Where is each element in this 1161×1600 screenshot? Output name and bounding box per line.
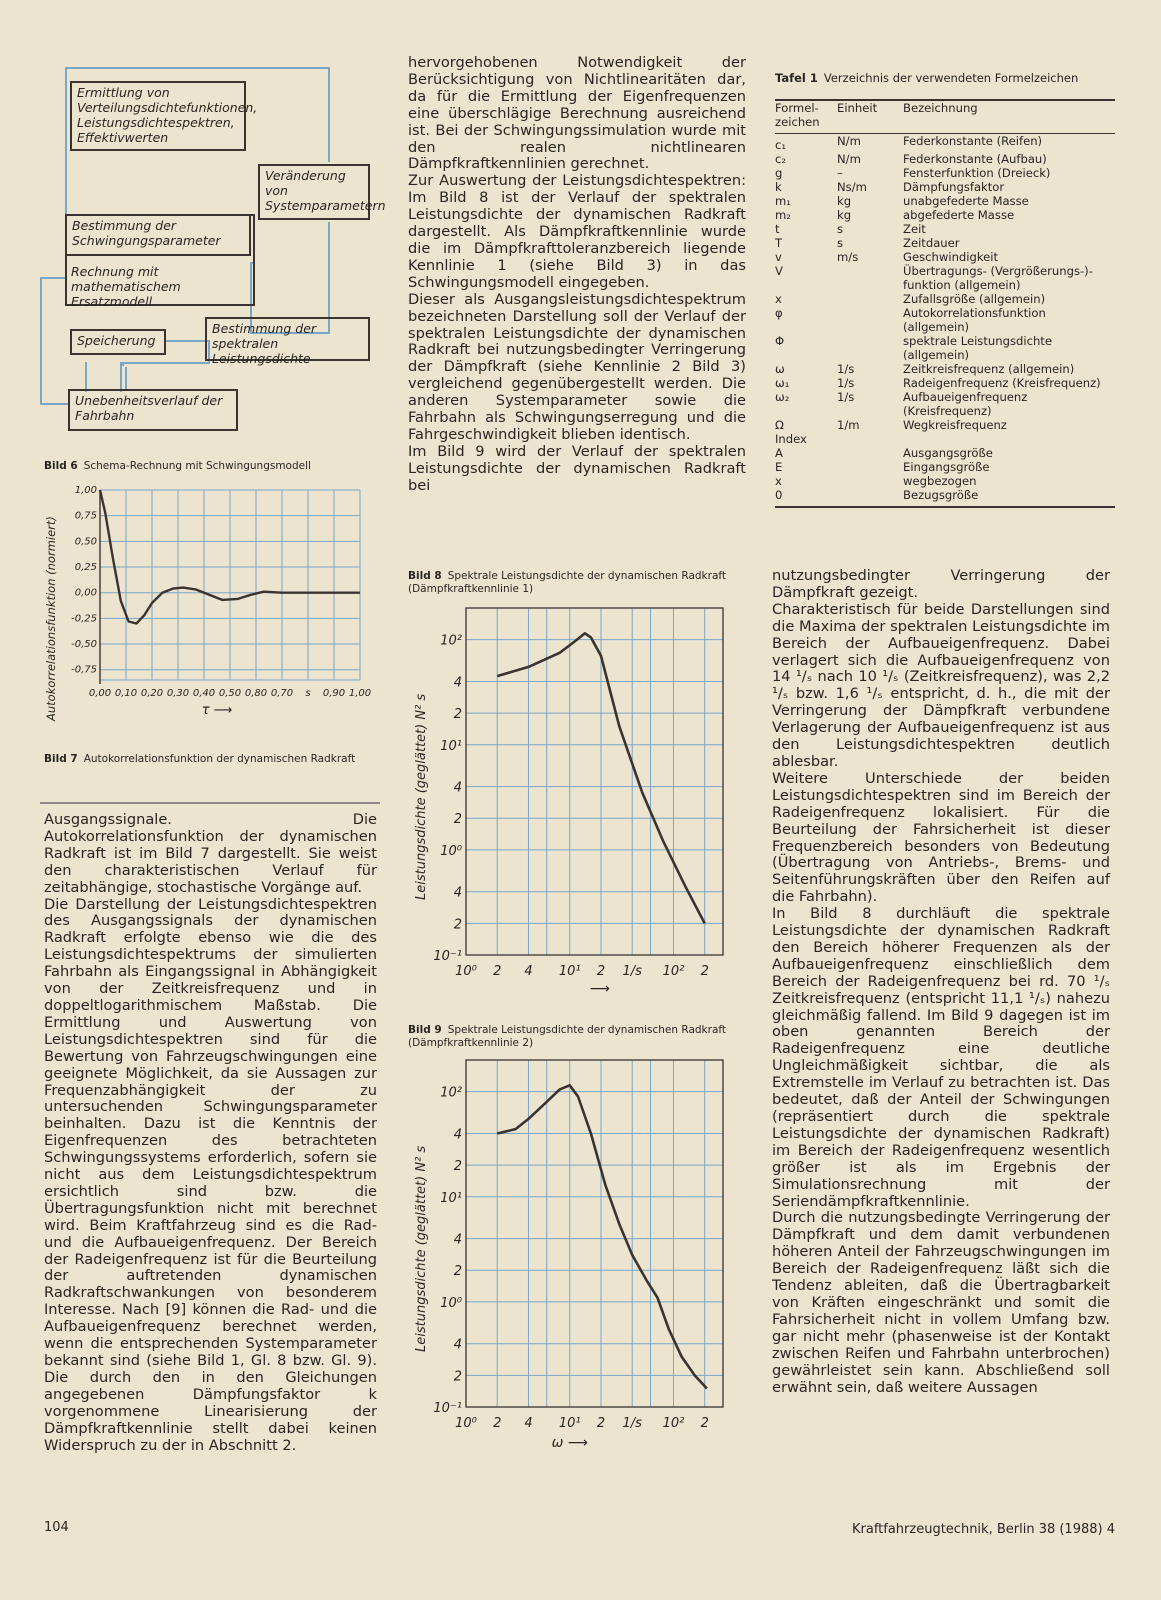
table-cell: ω₁: [775, 376, 790, 390]
x-tick-label: 1,00: [348, 688, 372, 699]
caption-number: Bild 6: [44, 460, 78, 472]
tafel1-title: [775, 72, 1115, 85]
table-cell: N/m: [837, 152, 861, 166]
table-row: [775, 432, 1115, 446]
table-row: [775, 292, 1115, 306]
table-cell: Radeigenfrequenz (Kreisfrequenz): [903, 376, 1101, 390]
table-cell: g: [775, 166, 783, 180]
table-cell: wegbezogen: [903, 474, 977, 488]
table-cell: A: [775, 446, 783, 460]
table-cell: 1/s: [837, 390, 855, 404]
table-cell: Zufallsgröße (allgemein): [903, 292, 1046, 306]
table-cell: Ω: [775, 418, 784, 432]
y-tick-label: 2: [453, 917, 462, 933]
x-tick-label: 2: [493, 1416, 502, 1431]
table-cell: abgefederte Masse: [903, 208, 1015, 222]
x-tick-label: 10¹: [558, 1416, 581, 1431]
bild9-chart: [408, 1052, 748, 1472]
table-row: [775, 488, 1115, 502]
y-tick-label: 4: [453, 1232, 462, 1248]
paragraph: Zur Auswertung der Leistungsdichtespektren: Im Bild 8 ist der Verlauf der spektralen Leistungsdichte der dynamischen Radkraft dargestellt. Als Dämpfkraftkennlinie wurde die im Dämpfkrafttoleranzbereich liegende Kennlinie 1 (siehe Bild 3) in das Schwingungsmodell eingegeben.: [408, 172, 746, 291]
table-row: [775, 194, 1115, 208]
caption-number: Bild 7: [44, 753, 78, 765]
table-row: [775, 180, 1115, 194]
table-cell: 0: [775, 488, 783, 502]
table-cell: Aufbaueigenfrequenz (Kreisfrequenz): [903, 390, 1028, 418]
schema-box-rechnung: [65, 214, 255, 309]
bild9-caption: [408, 1024, 748, 1050]
table-cell: [837, 292, 903, 306]
caption-number: Bild 9: [408, 1024, 442, 1036]
table-cell: Zeitkreisfrequenz (allgemein): [903, 362, 1075, 376]
x-tick-label: 2: [700, 1416, 709, 1431]
bild7-plot: [40, 485, 380, 735]
table-cell: [837, 334, 903, 362]
table-cell: s: [837, 222, 844, 236]
y-tick-label: 10²: [440, 1085, 462, 1101]
table-row: [775, 446, 1115, 460]
table-cell: ω: [775, 362, 785, 376]
table-cell: x: [775, 474, 782, 488]
y-tick-label: 10¹: [440, 738, 462, 754]
table-number: Tafel 1: [775, 71, 818, 85]
flow-line: [85, 362, 87, 392]
schema-box-veraenderung: Veränderung von Systemparametern: [258, 164, 370, 220]
table-cell: Φ: [775, 334, 785, 348]
table-cell: [837, 306, 903, 334]
table-row: [775, 166, 1115, 180]
table-cell: Wegkreisfrequenz: [903, 418, 1007, 432]
y-tick-label: 1,00: [74, 485, 97, 496]
table-cell: Dämpfungsfaktor: [903, 180, 1005, 194]
x-tick-label: 4: [524, 964, 533, 979]
table-row: [775, 460, 1115, 474]
x-tick-label: s: [305, 688, 311, 699]
bild8-chart: [408, 600, 748, 1015]
bild8-plot: [408, 600, 748, 1015]
table-cell: Federkonstante (Reifen): [903, 134, 1043, 148]
table-cell: Eingangsgröße: [903, 460, 990, 474]
table-row: [775, 134, 1115, 153]
bild8-ylabel: Leistungsdichte (geglättet) N² s: [414, 693, 429, 900]
plot-frame: [466, 608, 723, 955]
flow-line: [165, 340, 210, 342]
paragraph: Im Bild 9 wird der Verlauf der spektralen Leistungsdichte der dynamischen Radkraft bei: [408, 442, 746, 494]
table-cell: 1/s: [837, 376, 855, 390]
col2-text: [408, 55, 746, 495]
table-cell: φ: [775, 306, 783, 320]
x-tick-label: 10¹: [558, 964, 581, 979]
x-tick-label: 1/s: [622, 964, 642, 979]
bild9-plot: [408, 1052, 748, 1472]
x-axis-label: ω ⟶: [551, 1435, 588, 1451]
y-tick-label: 0,50: [74, 536, 97, 548]
paragraph: Dieser als Ausgangsleistungsdichtespektrum bezeichneten Darstellung soll der Verlauf der spektralen Leistungsdichte der dynamischen Radkraft bei nutzungsbedingter Verringerung der Dämpfkraft (siehe Kennlinie 2 Bild 3) vergleichend gegenübergestellt werden. Die anderen Systemparameter sowie die Fahrbahn als Schwingungserregung und die Fahrgeschwindigkeit blieben identisch.: [408, 290, 746, 443]
table-row: [775, 236, 1115, 250]
y-tick-label: 2: [453, 1369, 462, 1385]
flow-line: [122, 362, 124, 366]
x-tick-label: 2: [493, 964, 502, 979]
table-cell: [837, 264, 903, 292]
table-cell: unabgefederte Masse: [903, 194, 1029, 208]
schema-box-bestimmung: Bestimmung der Schwingungsparameter: [65, 214, 251, 256]
bild8-caption: [408, 570, 748, 596]
page-number: 104: [44, 1520, 69, 1535]
schema-box-spektrale-dichte: Bestimmung der spektralen Leistungsdichte: [205, 317, 370, 361]
x-tick-label: 2: [596, 1416, 606, 1431]
table-cell: Zeitdauer: [903, 236, 960, 250]
caption-text: Autokorrelationsfunktion der dynamischen Radkraft: [83, 753, 356, 765]
table-cell: Federkonstante (Aufbau): [903, 152, 1047, 166]
table-cell: [903, 432, 1115, 446]
y-tick-label: 10⁻¹: [433, 1401, 462, 1416]
plot-frame: [466, 1060, 723, 1407]
x-tick-label: 0,20: [140, 688, 164, 699]
y-tick-label: 2: [453, 1159, 462, 1175]
y-tick-label: 0,25: [74, 562, 97, 574]
x-tick-label: 0,90: [322, 688, 346, 699]
x-tick-label: 0,00: [88, 688, 112, 699]
x-tick-label: 2: [596, 964, 606, 979]
table-cell: c₂: [775, 152, 787, 166]
table-cell: m₁: [775, 194, 791, 208]
y-tick-label: -0,25: [71, 613, 97, 625]
table-cell: [837, 446, 903, 460]
table-cell: Geschwindigkeit: [903, 250, 999, 264]
flow-line: [328, 222, 330, 332]
table-cell: E: [775, 460, 783, 474]
y-tick-label: 10²: [440, 633, 462, 649]
schema-box-note: Rechnung mit mathematischem Ersatzmodell: [71, 264, 181, 309]
caption-text: Schema-Rechnung mit Schwingungsmodell: [83, 460, 311, 472]
x-tick-label: 0,50: [218, 688, 242, 699]
x-tick-label: 0,70: [270, 688, 294, 699]
table-header-cell: Einheit: [837, 101, 878, 115]
table-row: [775, 222, 1115, 236]
bild7-caption: [44, 753, 374, 766]
x-tick-label: 10²: [662, 964, 685, 979]
journal-footer: Kraftfahrzeugtechnik, Berlin 38 (1988) 4: [851, 1522, 1115, 1537]
table-cell: [837, 460, 903, 474]
y-tick-label: 10⁰: [440, 1295, 462, 1311]
caption-number: Bild 8: [408, 570, 442, 582]
table-cell: Ausgangsgröße: [903, 446, 993, 460]
table-cell: Autokorrelationsfunktion (allgemein): [903, 306, 1046, 334]
tafel1: [775, 72, 1115, 508]
table-cell: [837, 432, 903, 446]
paragraph: Durch die nutzungsbedingte Verringerung der Dämpfkraft und dem damit verbundenen höheren Anteil der Fahrzeugschwingungen im Bereich der Radeigenfrequenz läßt sich die Tendenz ableiten, daß die Übertragbarkeit von Kräften eingeschränkt und somit die Fahrsicherheit nicht in vollem Umfang bzw. gar nicht mehr (phasenweise ist der Kontakt zwischen Reifen und Fahrbahn unterbrochen) gewährleistet sein kann. Abschließend soll erwähnt sein, daß weitere Aussagen: [772, 1209, 1110, 1396]
table-cell: [837, 474, 903, 488]
x-tick-label: 10⁰: [455, 1416, 477, 1431]
y-tick-label: 0,00: [74, 587, 97, 599]
x-axis-arrow: ⟶: [589, 981, 610, 997]
y-tick-label: 4: [453, 1127, 462, 1143]
y-tick-label: 4: [453, 885, 462, 901]
table-cell: 1/m: [837, 418, 860, 432]
paragraph: Weitere Unterschiede der beiden Leistungsdichtespektren sind im Bereich der Radeigenfrequenz lokalisiert. Für die Beurteilung der Fahrsicherheit ist dieser Frequenzbereich besonders von Bedeutung (Übertragung von Antriebs-, Brems- und Seitenführungskräften über den Reifen auf die Fahrbahn).: [772, 769, 1110, 906]
bild6-caption: [44, 460, 374, 473]
divider: [40, 802, 380, 804]
table-cell: Zeit: [903, 222, 926, 236]
x-tick-label: 0,30: [166, 688, 190, 699]
y-tick-label: 2: [453, 707, 462, 723]
flow-line: [40, 277, 67, 279]
flow-line: [125, 367, 127, 389]
table-row: [775, 264, 1115, 292]
flow-line: [40, 277, 42, 405]
x-axis-label: τ ⟶: [201, 703, 233, 718]
table-row: [775, 250, 1115, 264]
table-header-cell: Formel- zeichen: [775, 101, 820, 129]
table-cell: m₂: [775, 208, 791, 222]
formula-table: [775, 101, 1115, 502]
y-tick-label: 2: [453, 812, 462, 828]
x-tick-label: 10⁰: [455, 964, 477, 979]
x-tick-label: 0,10: [114, 688, 138, 699]
table-cell: v: [775, 250, 782, 264]
bild9-ylabel: Leistungsdichte (geglättet) N² s: [414, 1145, 429, 1352]
table-cell: Fensterfunktion (Dreieck): [903, 166, 1051, 180]
paragraph: In Bild 8 durchläuft die spektrale Leistungsdichte der dynamischen Radkraft den Bereich höherer Frequenzen als der Aufbaueigenfrequenz einschließlich dem Bereich der Radeigenfrequenz bei rd. 70 ¹/ₛ Zeitkreisfrequenz (entspricht 11,1 ¹/ₛ) nahezu gleichmäßig fallend. Im Bild 9 dagegen ist im oben genannten Bereich der Radeigenfrequenz eine deutliche Ungleichmäßigkeit sichtbar, die als Extremstelle im Verlauf zu betrachten ist. Das bedeutet, daß der Anteil der Schwingungen (repräsentiert durch die spektrale Leistungsdichte der dynamischen Radkraft) im Bereich der Radeigenfrequenz wesentlich größer ist als im Ergebnis der Simulationsrechnung mit der Seriendämpfkraftkennlinie.: [772, 905, 1110, 1210]
table-cell: T: [775, 236, 783, 250]
bild7-chart: [40, 485, 380, 735]
schema-box-speicherung: Speicherung: [70, 329, 166, 355]
table-row: [775, 334, 1115, 362]
table-row: [775, 208, 1115, 222]
x-tick-label: 2: [700, 964, 709, 979]
y-tick-label: 4: [453, 675, 462, 691]
table-title: Verzeichnis der verwendeten Formelzeichen: [823, 71, 1079, 85]
table-header-row: [775, 101, 1115, 134]
y-tick-label: -0,75: [71, 664, 97, 676]
table-cell: t: [775, 222, 780, 236]
col1-text: [44, 812, 377, 1454]
caption-text: Spektrale Leistungsdichte der dynamischen Radkraft (Dämpfkraftkennlinie 1): [408, 570, 727, 595]
col3-text: [772, 568, 1110, 1396]
x-tick-label: 1/s: [622, 1416, 642, 1431]
caption-text: Spektrale Leistungsdichte der dynamischen Radkraft (Dämpfkraftkennlinie 2): [408, 1024, 727, 1049]
x-tick-label: 0,80: [244, 688, 268, 699]
table-row: [775, 376, 1115, 390]
table-cell: 1/s: [837, 362, 855, 376]
flow-line: [120, 362, 210, 364]
y-tick-label: 0,75: [74, 510, 97, 522]
table-cell: c₁: [775, 138, 787, 152]
y-tick-label: 4: [453, 780, 462, 796]
table-cell: N/m: [837, 134, 861, 148]
schema-box-ermittlung: Ermittlung von Verteilungsdichtefunktionen, Leistungsdichtespektren, Effektivwerten: [70, 81, 246, 151]
flow-line: [328, 67, 330, 162]
table-cell: kg: [837, 194, 852, 208]
flow-line: [120, 362, 122, 392]
table-cell: –: [837, 166, 843, 180]
flow-line: [40, 403, 70, 405]
paragraph: Die Darstellung der Leistungsdichtespektren des Ausgangssignals der dynamischen Radkraft erfolgte ebenso wie die des Leistungsdichtespektrums der simulierten Fahrbahn als Eingangssignal in Abhängigkeit von der Zeitkreisfrequenz und in doppeltlogarithmischem Maßstab. Die Ermittlung und Auswertung von Leistungsdichtespektren sind für die Bewertung von Fahrzeugschwingungen eine geeignete Möglichkeit, da sie Aussagen zur Frequenzabhängigkeit der zu untersuchenden Schwingungsparameter beinhalten. Dazu ist die Kenntnis der Eigenfrequenzen des betrachteten Schwingungssystems erforderlich, sofern sie nicht aus dem Leistungsdichtespektrum ersichtlich sind bzw. die Übertragungsfunktion nicht mit berechnet wird. Beim Kraftfahrzeug sind es die Rad- und die Aufbaueigenfrequenz. Der Bereich der Radeigenfrequenz ist für die Beurteilung der auftretenden dynamischen Radkraftschwankungen von besonderem Interesse. Nach [9] können die Rad- und die Aufbaueigenfrequenz berechnet werden, wenn die entsprechenden Systemparameter bekannt sind (siehe Bild 1, Gl. 8 bzw. Gl. 9). Die durch den in den Gleichungen angegebenen Dämpfungsfaktor k vorgenommene Linearisierung der Dämpfkraftkennlinie stellt dabei keinen Widerspruch zu der in Abschnitt 2.: [44, 895, 377, 1454]
table-cell: Bezugsgröße: [903, 488, 979, 502]
table-cell: V: [775, 264, 783, 278]
y-tick-label: 10¹: [440, 1190, 462, 1206]
paragraph: Charakteristisch für beide Darstellungen sind die Maxima der spektralen Leistungsdichte im Bereich der Aufbaueigenfrequenz. Dabei verlagert sich die Aufbaueigenfrequenz von 14 ¹/ₛ nach 10 ¹/ₛ (Zeitkreisfrequenz), was 2,2 ¹/ₛ bzw. 1,6 ¹/ₛ entspricht, d. h., die mit der Verringerung der Dämpfkraft verbundene Verlagerung der Aufbaueigenfrequenz ist aus den Leistungsdichtespektren deutlich ablesbar.: [772, 600, 1110, 770]
bild6-schema: [40, 62, 386, 462]
table-cell: m/s: [837, 250, 859, 264]
table-cell: kg: [837, 208, 852, 222]
table-header-cell: Bezeichnung: [903, 101, 978, 115]
y-tick-label: 2: [453, 1264, 462, 1280]
table-row: [775, 418, 1115, 432]
table-row: [775, 362, 1115, 376]
x-tick-label: 0,40: [192, 688, 216, 699]
bild7-ylabel: Autokorrelationsfunktion (normiert): [44, 516, 58, 721]
table-cell: k: [775, 180, 782, 194]
y-tick-label: 10⁻¹: [433, 949, 462, 964]
paragraph: nutzungsbedingter Verringerung der Dämpfkraft gezeigt.: [772, 567, 1110, 601]
table-cell: [837, 488, 903, 502]
flow-line: [65, 67, 330, 69]
table-cell: Index: [775, 432, 807, 446]
table-row: [775, 152, 1115, 166]
x-tick-label: 4: [524, 1416, 533, 1431]
table-row: [775, 390, 1115, 418]
y-tick-label: 10⁰: [440, 843, 462, 859]
table-cell: ω₂: [775, 390, 790, 404]
paragraph: Ausgangssignale. Die Autokorrelationsfunktion der dynamischen Radkraft ist im Bild 7 dargestellt. Sie weist den charakteristischen Verlauf für zeitabhängige, stochastische Vorgänge auf.: [44, 811, 377, 896]
table-cell: spektrale Leistungsdichte (allgemein): [903, 334, 1052, 362]
table-cell: Ns/m: [837, 180, 867, 194]
schema-box-unebenheit: Unebenheitsverlauf der Fahrbahn: [68, 389, 238, 431]
x-tick-label: 10²: [662, 1416, 685, 1431]
table-row: [775, 306, 1115, 334]
paragraph: hervorgehobenen Notwendigkeit der Berücksichtigung von Nichtlinearitäten dar, da für die Ermittlung der Eigenfrequenzen eine überschlägige Berechnung ausreichend ist. Bei der Schwingungssimulation wurde mit den realen nichtlinearen Dämpfkraftkennlinien gerechnet.: [408, 54, 746, 173]
table-cell: s: [837, 236, 844, 250]
table-cell: Übertragungs- (Vergrößerungs-)-funktion (allgemein): [903, 264, 1093, 292]
table-row: [775, 474, 1115, 488]
table-cell: x: [775, 292, 782, 306]
y-tick-label: 4: [453, 1337, 462, 1353]
y-tick-label: -0,50: [71, 639, 97, 651]
